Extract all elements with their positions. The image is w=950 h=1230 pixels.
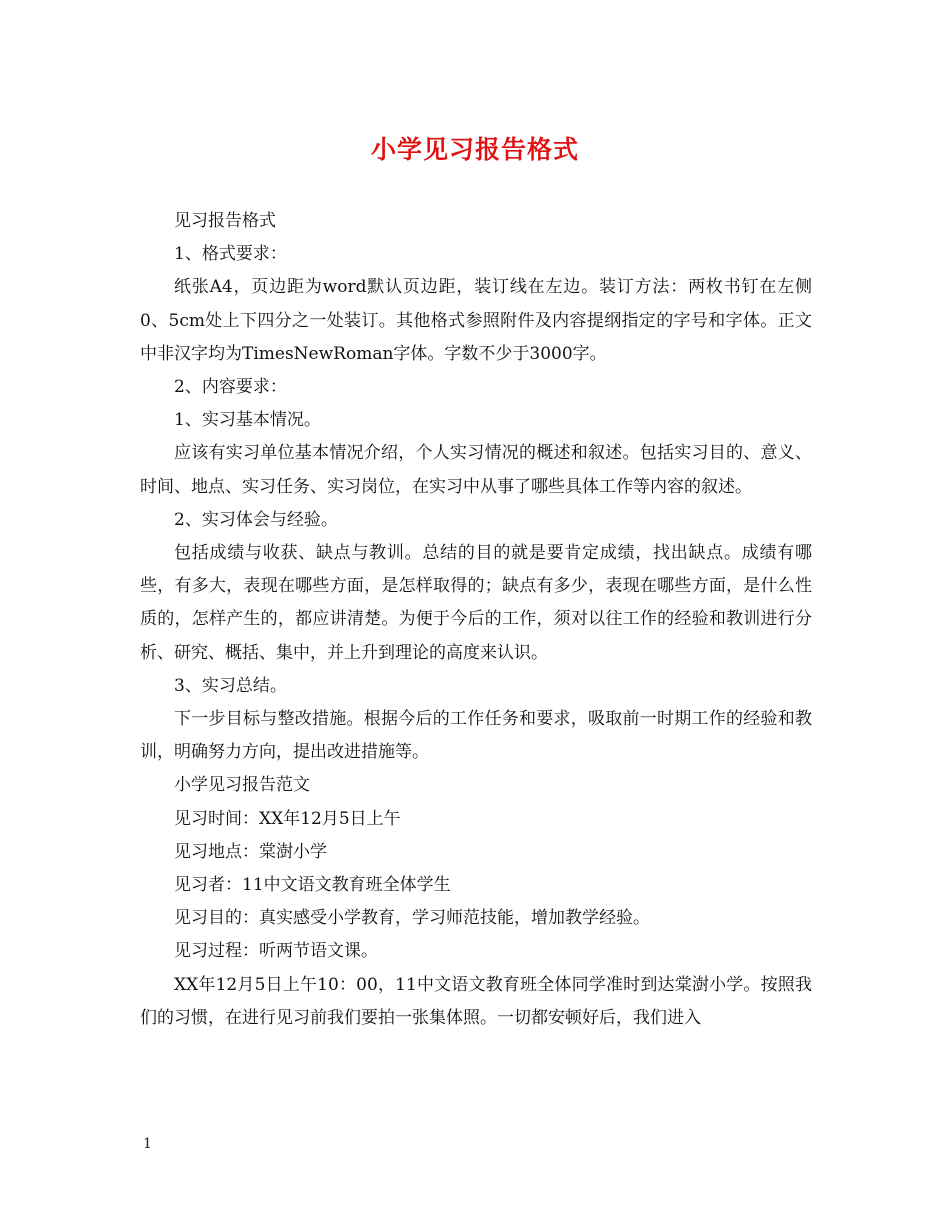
paragraph: 2、内容要求： [174,377,287,398]
document-body [140,205,812,1035]
paragraph: 见习时间：XX年12月5日上午 [174,808,401,829]
paragraph: 3、实习总结。 [174,675,287,696]
paragraph: 见习报告格式 [174,211,276,231]
paragraph: 见习地点：棠澍小学 [174,841,327,862]
paragraph: 2、实习体会与经验。 [174,509,338,530]
paragraph: 见习过程：听两节语文课。 [174,941,378,962]
paragraph: 见习目的：真实感受小学教育，学习师范技能，增加教学经验。 [174,908,650,929]
paragraph: 下一步目标与整改措施。根据今后的工作任务和要求，吸取前一时期工作的经验和教训，明确努力方向，提出改进措施等。 [140,709,812,763]
paragraph: 见习者：11中文语文教育班全体学生 [174,875,451,896]
paragraph: 应该有实习单位基本情况介绍，个人实习情况的概述和叙述。包括实习目的、意义、时间、地点、实习任务、实习岗位，在实习中从事了哪些具体工作等内容的叙述。 [140,443,812,497]
paragraph: 1、实习基本情况。 [174,410,321,431]
paragraph: XX年12月5日上午10：00，11中文语文教育班全体同学准时到达棠澍小学。按照我们的习惯，在进行见习前我们要拍一张集体照。一切都安顿好后，我们进入 [140,974,812,1028]
paragraph: 包括成绩与收获、缺点与教训。总结的目的就是要肯定成绩，找出缺点。成绩有哪些，有多大，表现在哪些方面，是怎样取得的；缺点有多少，表现在哪些方面，是什么性质的，怎样产生的，都应讲清楚。为便于今后的工作，须对以往工作的经验和教训进行分析、研究、概括、集中，并上升到理论的高度来认识。 [140,543,812,663]
paragraph: 小学见习报告范文 [174,775,310,796]
paragraph: 1、格式要求： [174,244,287,265]
page-number: 1 [143,1136,152,1152]
document-title: 小学见习报告格式 [370,135,579,164]
paragraph: 纸张A4，页边距为word默认页边距，装订线在左边。装订方法：两枚书钉在左侧0、5cm处上下四分之一处装订。其他格式参照附件及内容提纲指定的字号和字体。正文中非汉字均为TimesNewRoman字体。字数不少于3000字。 [140,277,812,364]
